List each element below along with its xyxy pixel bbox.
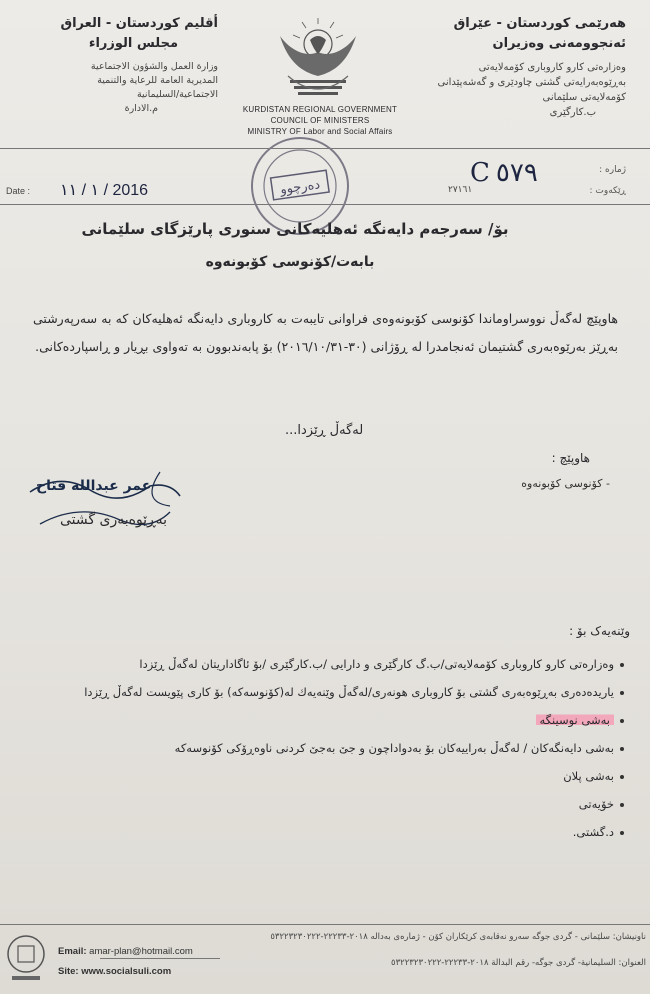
bullet-icon — [620, 719, 624, 723]
cc-item-text: یاریدەدەری بەڕێوەبەری گشتی بۆ کاروباری هونەری/لەگەڵ وێنەیەك لە(کۆنوسەکە) بۆ کاری پێویست لەگەڵ ڕێزدا — [84, 685, 614, 699]
site-label: Site: — [58, 966, 79, 977]
signature-scribble-icon — [20, 462, 190, 542]
addressee-line: بۆ/ سەرجەم دایەنگە ئەهلیەکانی سنوری پارێزگای سلێمانی — [81, 220, 509, 238]
cc-item-text: بەشی پلان — [563, 769, 614, 783]
cc-item — [24, 678, 624, 706]
footer-email — [58, 946, 193, 957]
region-title-ku: هەرێمی کوردستان - عێراق — [453, 16, 626, 31]
letter-date: ١ / ١١ / 2016 — [60, 182, 149, 199]
date-label-ku: ڕێکەوت : — [589, 186, 626, 196]
bullet-icon — [620, 663, 624, 667]
stamp-text: دەرچوو — [279, 177, 322, 198]
cc-item — [24, 734, 624, 762]
council-title-ku: ئەنجوومەنی وەزیران — [492, 36, 626, 51]
attachment-item: - کۆنوسی کۆبونەوە — [521, 477, 610, 490]
region-title-ar: أقليم كوردستان - العراق — [60, 16, 218, 31]
letter-body: هاوپێچ لەگەڵ نووسراوماندا کۆنوسی کۆبونەوەی فراوانی تایبەت بە کاروباری دایەنگە ئەهلیەکان کە بە سەرپەرشتی بەڕێز بەرێوەبەری گشتیمان ئەنجامدرا لە ڕۆژانی (٣٠-٢٠١٦/١٠/٣١) بۆ پابەندبوون بە تەواوی بڕیار و ڕاسپاردەکانی. — [33, 311, 618, 354]
directorate-ar: المديرية العامة للرعاية والتنمية — [97, 75, 218, 86]
bullet-icon — [620, 803, 624, 807]
directorate-ku: بەڕێوەبەرایەتی گشتی چاودێری و گەشەپێدانی — [437, 77, 626, 88]
letter-number: C٥٧٩ — [470, 158, 538, 188]
footer-site — [58, 966, 171, 977]
header-kurdish — [406, 14, 626, 120]
email-address[interactable]: amar-plan@hotmail.com — [89, 946, 193, 957]
council-line: COUNCIL OF MINISTERS — [270, 116, 370, 125]
cc-item — [24, 818, 624, 846]
bullet-icon — [620, 691, 624, 695]
ministry-ku: وەزارەتی کارو کاروباری کۆمەلایەتی — [478, 62, 626, 73]
cc-heading: وێنەیەک بۆ : — [569, 624, 630, 638]
bullet-icon — [620, 747, 624, 751]
cc-item-text: بەشی دایەنگەکان / لەگەڵ بەراییەکان بۆ بەدواداچون و جێ بەجێ کردنی ناوەڕۆکی کۆنوسەکە — [174, 741, 614, 755]
regards-text: لەگەڵ ڕێزدا... — [285, 423, 364, 438]
government-name-en — [220, 104, 420, 137]
subject-line: بابەت/کۆنوسی کۆبونەوە — [205, 254, 375, 270]
date-serial: ٢٧١٦١ — [448, 185, 473, 195]
footer-address-ar: العنوان: السليمانية- گردی جوگە- رقم البدالة ٢٠١٨-٢٢٢٣٣-٥٣٢٢٣٢٣٠٢٢٢ — [391, 958, 646, 968]
ministry-line: MINISTRY OF Labor and Social Affairs — [247, 127, 393, 136]
dept-ar: م.الادارة — [124, 103, 158, 114]
cc-item — [24, 650, 624, 678]
council-title-ar: مجلس الوزراء — [88, 36, 178, 51]
date-label-en: Date : — [6, 186, 31, 196]
ministry-logo-icon — [4, 932, 48, 986]
email-underline — [100, 958, 220, 959]
cc-item-text-highlighted: بەشی نوسینگە — [536, 713, 614, 727]
cc-item — [24, 706, 624, 734]
cc-item-text: خۆیەتی — [578, 797, 614, 811]
cc-item-text: د.گشتی. — [572, 825, 614, 839]
directorate2-ku: کۆمەلایەتی سلێمانی — [542, 92, 626, 103]
signatory-title: بەڕێوەبەری گشتی — [60, 512, 168, 528]
gov-line: KURDISTAN REGIONAL GOVERNMENT — [242, 105, 398, 114]
directorate2-ar: الاجتماعية/السليمانية — [136, 89, 218, 100]
ministry-ar: وزارة العمل والشؤون الاجتماعية — [90, 61, 218, 72]
cc-item-text: وەزارەتی کارو کاروباری کۆمەلایەتی/ب.گ کارگێری و دارایی /ب.کارگێری /بۆ ئاگاداریتان لەگەڵ ڕێزدا — [139, 657, 614, 671]
site-url[interactable]: www.socialsuli.com — [81, 966, 172, 977]
number-label: ژمارە : — [599, 165, 626, 175]
cc-item — [24, 762, 624, 790]
bullet-icon — [620, 831, 624, 835]
cc-list — [24, 650, 624, 846]
kurdistan-emblem-icon — [258, 10, 378, 105]
bullet-icon — [620, 775, 624, 779]
header-arabic — [18, 14, 218, 116]
dept-ku: ب.کارگێری — [549, 107, 596, 118]
attachment-heading: هاوپێچ : — [551, 451, 590, 465]
signatory-name: عمر عبدالله فتاح — [36, 478, 152, 494]
cc-item — [24, 790, 624, 818]
footer-address-ku: ناونیشان: سلێمانی - گردی جوگە سەرو نەقابەی کرێکاران کۆن - ژمارەی بەدالە ٢٠١٨-٢٢٢٣٣-٥٣٢٢٣٢٣٠٢٢٢ — [270, 932, 646, 942]
email-label: Email: — [58, 946, 87, 957]
footer-divider — [0, 924, 650, 925]
